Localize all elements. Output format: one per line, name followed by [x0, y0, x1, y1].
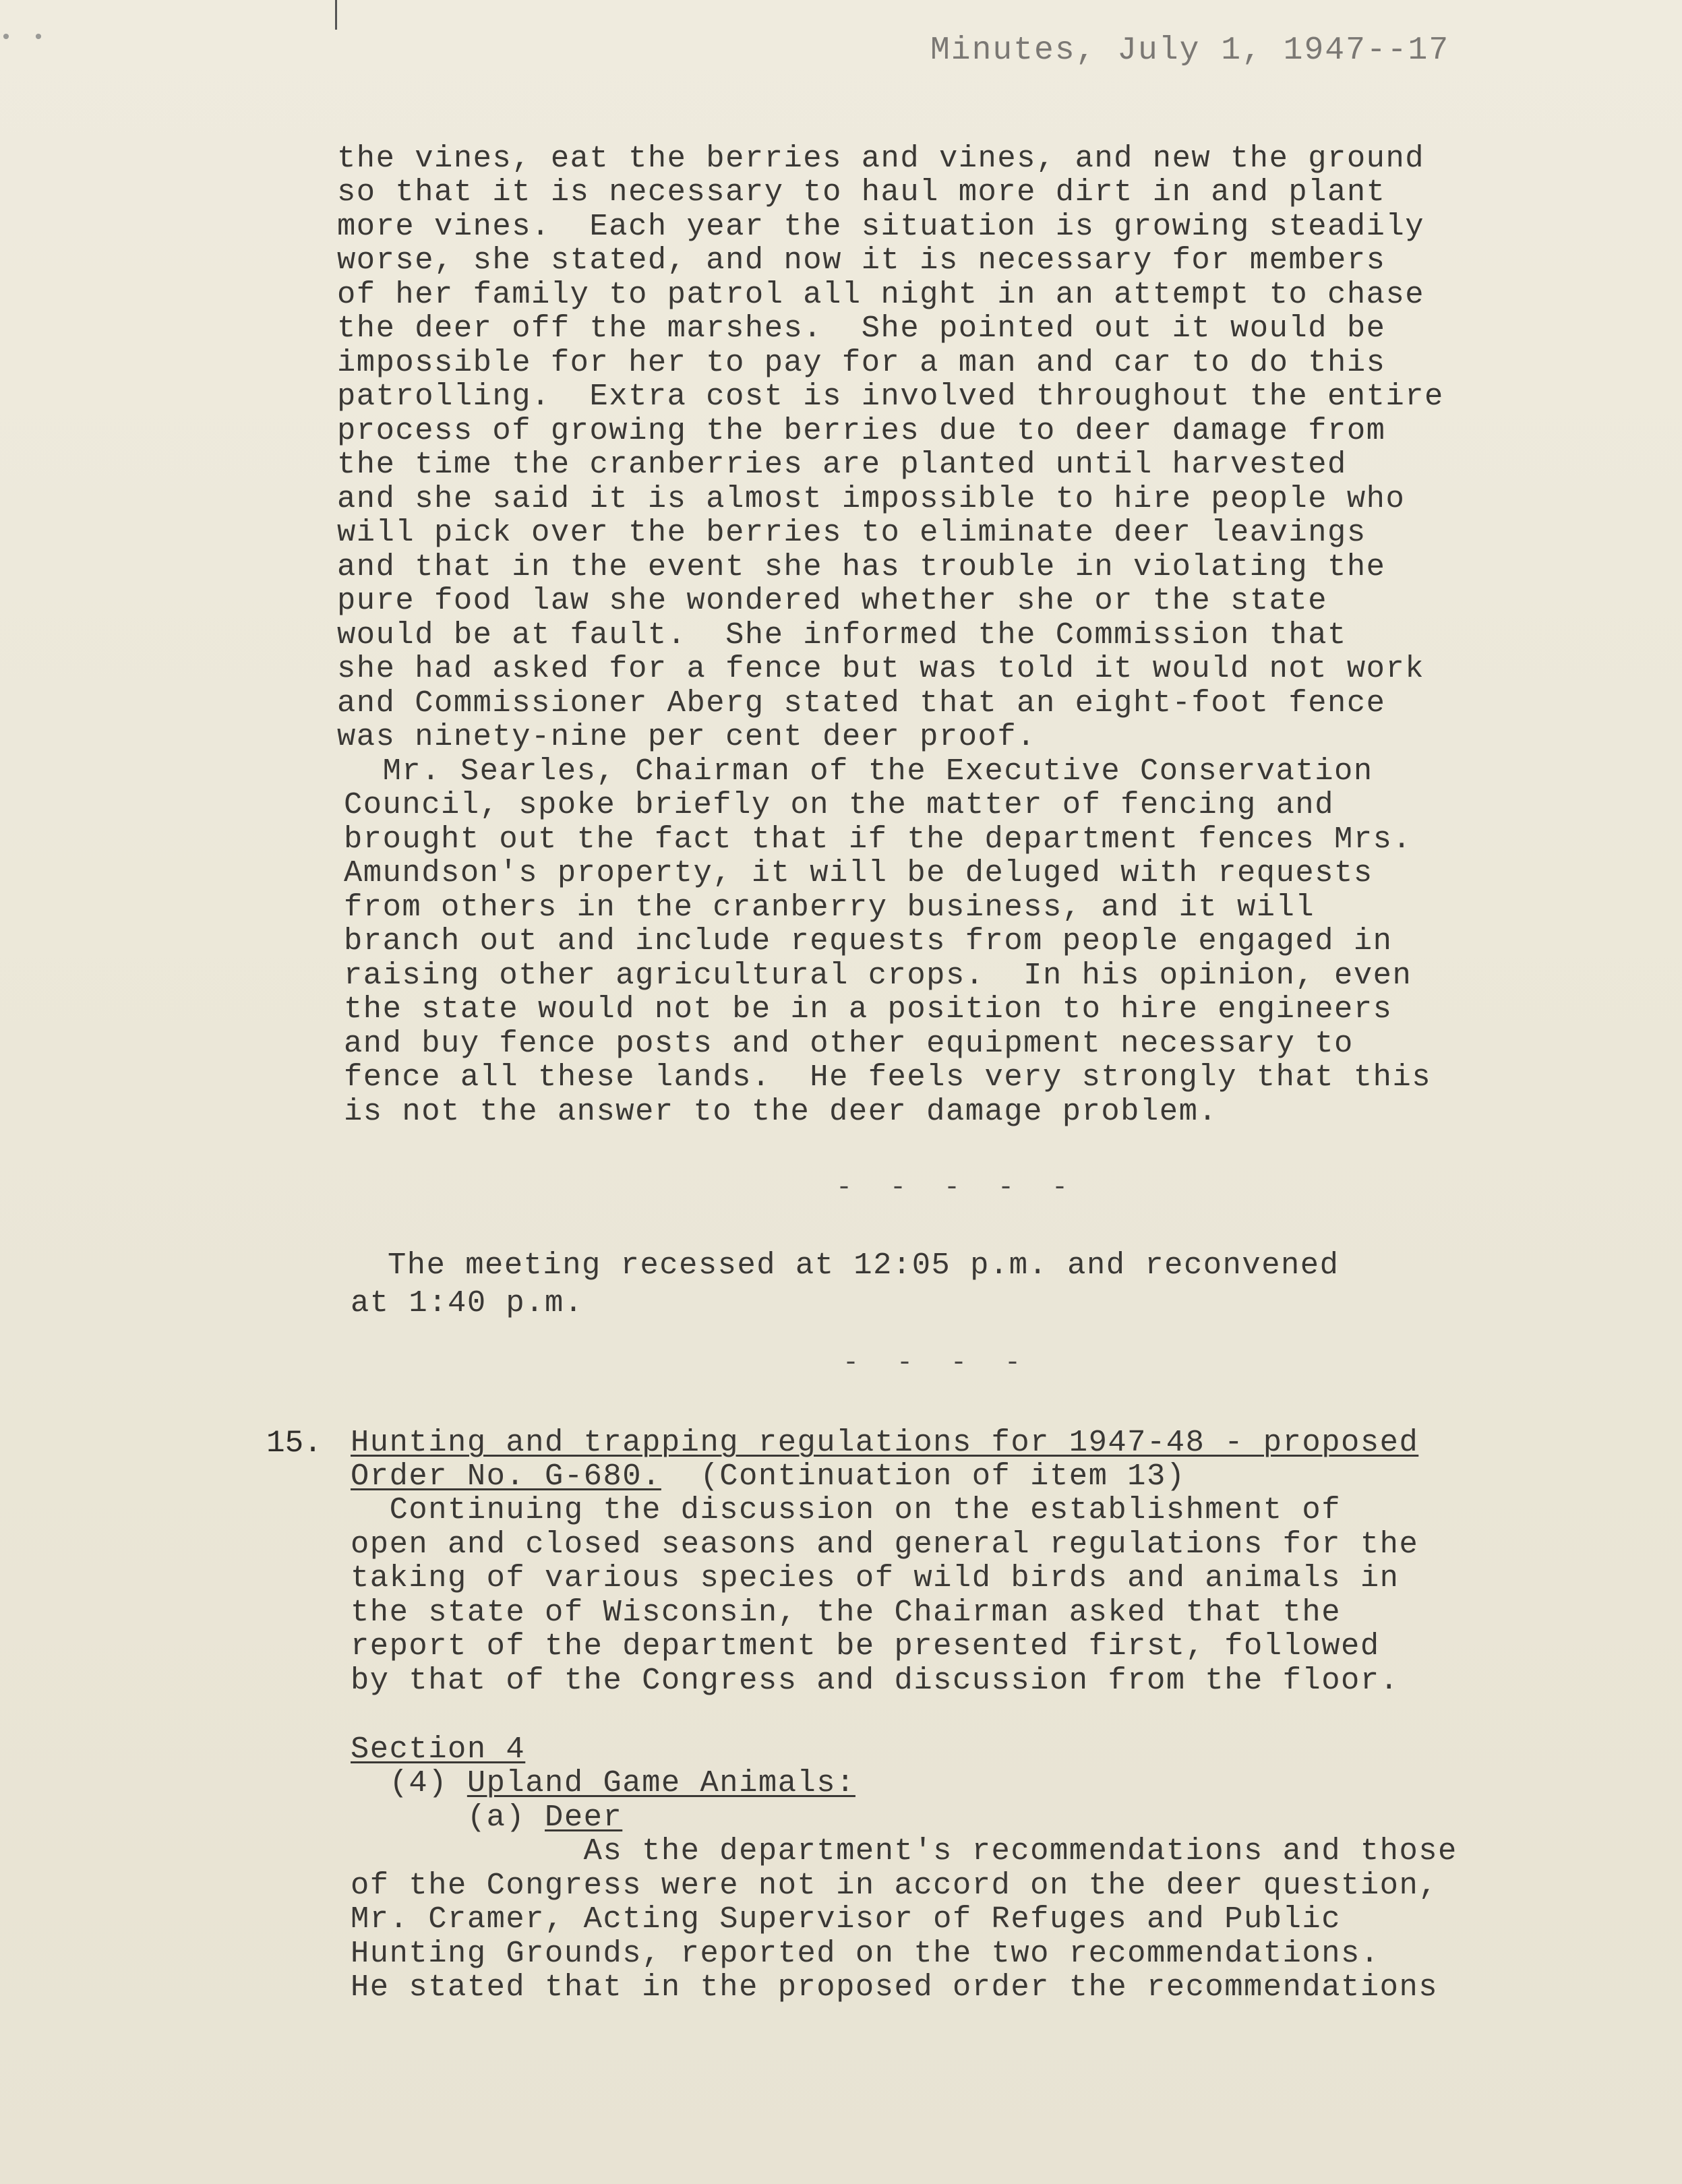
section-separator: - - - -: [843, 1348, 1032, 1378]
text-line: the state would not be in a position to hire engineers: [344, 992, 1393, 1027]
subsubsection-heading: Deer: [545, 1800, 623, 1835]
text-line: report of the department be presented first, followed: [351, 1629, 1380, 1664]
section-heading-line: [351, 1732, 525, 1766]
subsection-prefix: (4): [351, 1765, 467, 1800]
item-title-line: [351, 1426, 1418, 1459]
text-line: and that in the event she has trouble in violating the: [337, 549, 1386, 584]
text-line: He stated that in the proposed order the recommendations: [351, 1970, 1439, 2005]
text-line: impossible for her to pay for a man and car to do this: [337, 345, 1386, 380]
text-line: Amundson's property, it will be deluged with requests: [344, 855, 1373, 890]
text-line: will pick over the berries to eliminate deer leavings: [337, 515, 1366, 550]
text-line: raising other agricultural crops. In his opinion, even: [344, 958, 1412, 993]
text-line: Mr. Cramer, Acting Supervisor of Refuges and Public: [351, 1902, 1342, 1937]
text-line: so that it is necessary to haul more dirt in and plant: [337, 175, 1386, 210]
text-line: of the Congress were not in accord on the deer question,: [351, 1868, 1439, 1903]
subsection-heading: Upland Game Animals:: [467, 1765, 855, 1800]
text-line: Hunting Grounds, reported on the two recommendations.: [351, 1936, 1380, 1971]
text-line: by that of the Congress and discussion from the floor.: [351, 1663, 1400, 1698]
page-header: Minutes, July 1, 1947--17: [930, 32, 1450, 69]
section-separator: - - - - -: [836, 1173, 1079, 1203]
corner-mark: • •: [0, 27, 49, 50]
text-line: the time the cranberries are planted until harvested: [337, 447, 1347, 482]
text-line: fence all these lands. He feels very strongly that this: [344, 1060, 1432, 1095]
text-line: worse, she stated, and now it is necessary for members: [337, 243, 1386, 278]
item-number: 15.: [266, 1426, 322, 1461]
page-edge-mark: [335, 0, 337, 30]
text-line: pure food law she wondered whether she or the state: [337, 583, 1328, 618]
text-line: was ninety-nine per cent deer proof.: [337, 719, 1036, 754]
text-line: Mr. Searles, Chairman of the Executive Conservation: [344, 754, 1373, 789]
item-continuation-note: (Continuation of item 13): [661, 1459, 1186, 1494]
text-line: and she said it is almost impossible to hire people who: [337, 481, 1406, 516]
text-line: from others in the cranberry business, and it will: [344, 890, 1315, 925]
subsubsection-heading-line: [351, 1800, 622, 1834]
text-line: she had asked for a fence but was told it would not work: [337, 651, 1425, 686]
text-line: at 1:40 p.m.: [351, 1285, 584, 1321]
text-line: is not the answer to the deer damage problem.: [344, 1094, 1218, 1129]
section-heading: Section 4: [351, 1732, 526, 1767]
text-line: branch out and include requests from people engaged in: [344, 923, 1393, 959]
text-line: process of growing the berries due to deer damage from: [337, 413, 1386, 448]
text-line: and Commissioner Aberg stated that an eight-foot fence: [337, 686, 1386, 721]
text-line: the state of Wisconsin, the Chairman asked that the: [351, 1595, 1342, 1630]
text-line: Council, spoke briefly on the matter of fencing and: [344, 787, 1335, 822]
item-title: Hunting and trapping regulations for 1947-48 - proposed: [351, 1425, 1419, 1460]
text-line: Continuing the discussion on the establishment of: [351, 1492, 1342, 1527]
item-title-line: [351, 1459, 1186, 1493]
text-line: and buy fence posts and other equipment necessary to: [344, 1026, 1354, 1061]
text-line: patrolling. Extra cost is involved throughout the entire: [337, 379, 1444, 414]
text-line: open and closed seasons and general regulations for the: [351, 1527, 1419, 1562]
text-line: The meeting recessed at 12:05 p.m. and reconvened: [388, 1248, 1340, 1283]
text-line: would be at fault. She informed the Commission that: [337, 617, 1347, 653]
text-line: of her family to patrol all night in an attempt to chase: [337, 277, 1425, 312]
subsubsection-prefix: (a): [351, 1800, 545, 1835]
text-line: taking of various species of wild birds and animals in: [351, 1560, 1400, 1596]
text-line: As the department's recommendations and those: [351, 1833, 1458, 1869]
item-order-number: Order No. G-680.: [351, 1459, 661, 1494]
text-line: the vines, eat the berries and vines, and new the ground: [337, 141, 1425, 176]
text-line: more vines. Each year the situation is growing steadily: [337, 209, 1425, 244]
text-line: brought out the fact that if the department fences Mrs.: [344, 822, 1412, 857]
text-line: the deer off the marshes. She pointed out it would be: [337, 311, 1386, 346]
subsection-heading-line: [351, 1766, 855, 1800]
